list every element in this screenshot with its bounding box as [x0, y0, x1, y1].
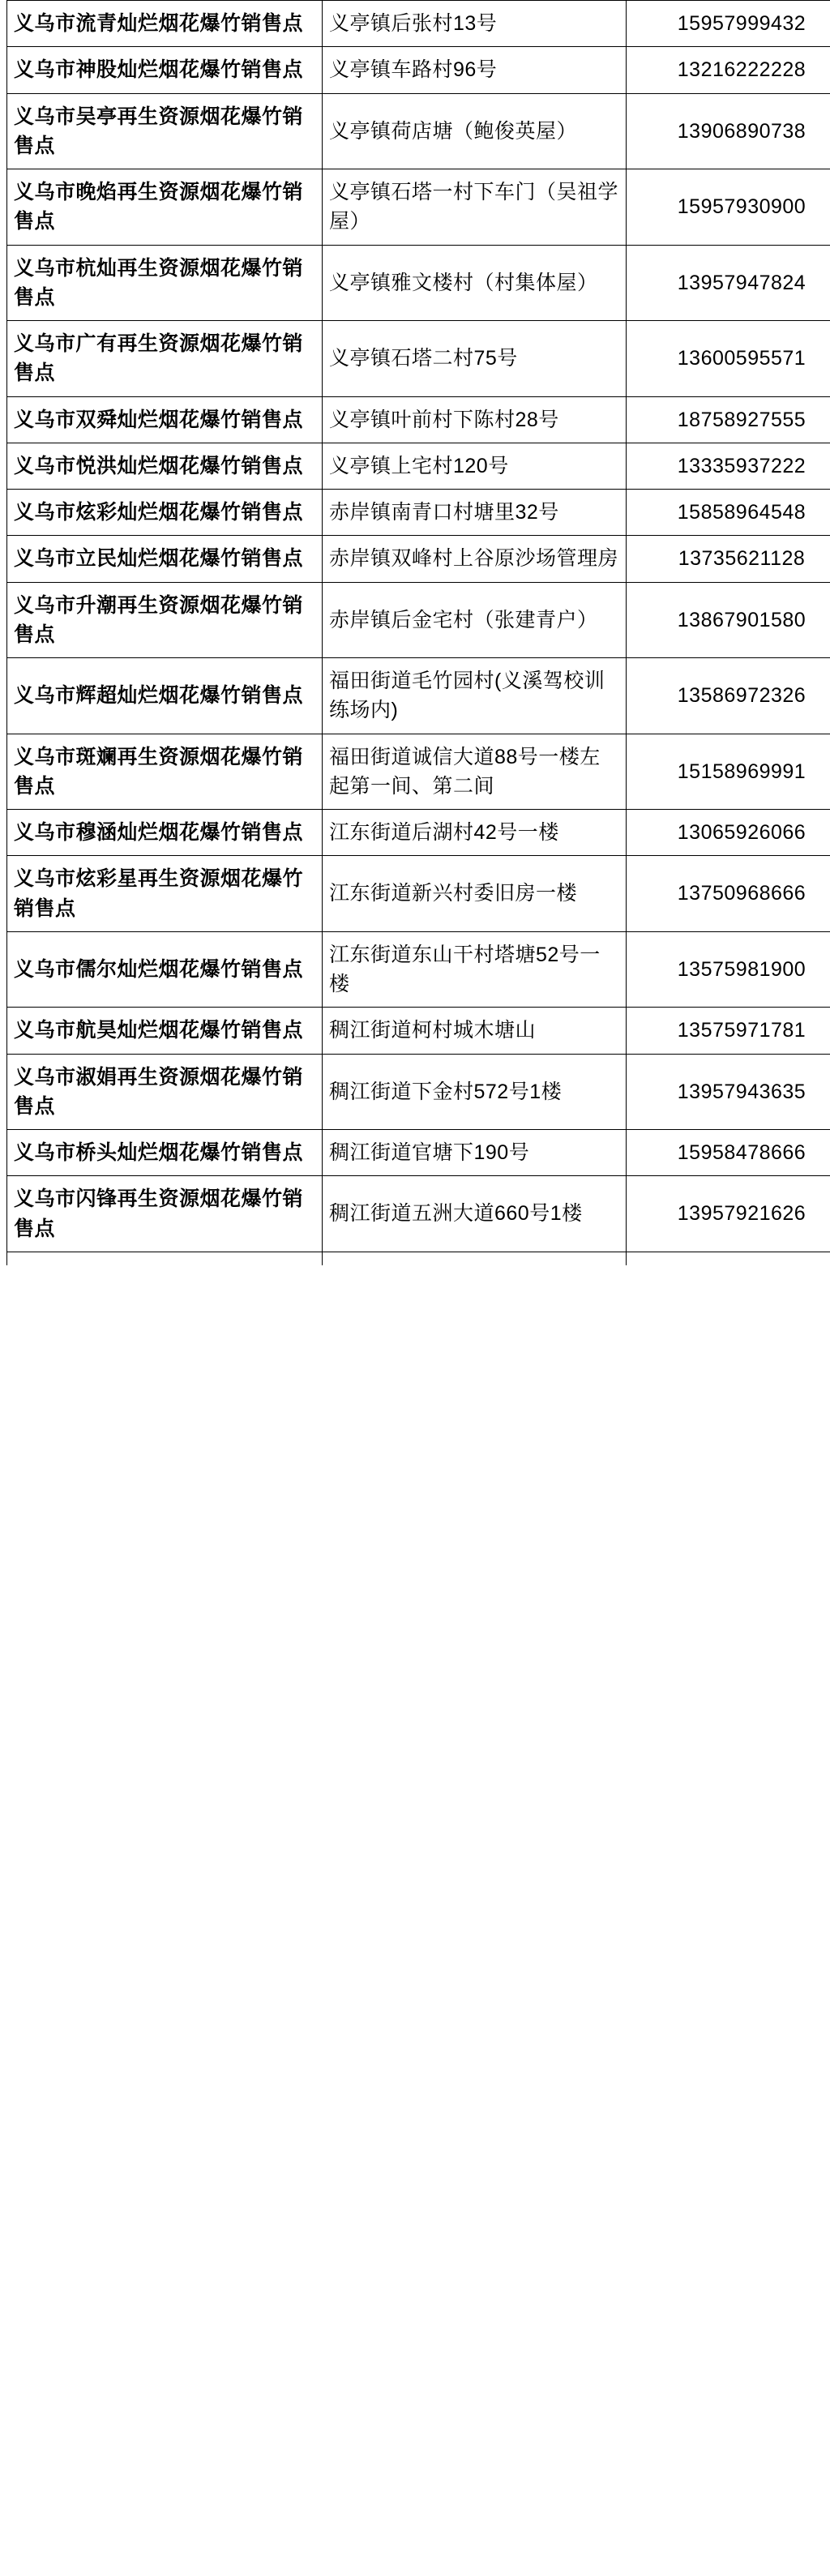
- sales-point-name: 义乌市流青灿烂烟花爆竹销售点: [7, 1, 323, 47]
- sales-point-phone: 13957947824: [627, 245, 830, 321]
- sales-point-phone: 13575971781: [627, 1008, 830, 1054]
- sales-point-name: 义乌市广有再生资源烟花爆竹销售点: [7, 321, 323, 397]
- sales-point-phone: 13335937222: [627, 443, 830, 489]
- document-page: [0, 0, 830, 1265]
- sales-point-name: 义乌市桥头灿烂烟花爆竹销售点: [7, 1130, 323, 1176]
- table-row: [7, 582, 830, 658]
- sales-point-phone: 13867901580: [627, 582, 830, 658]
- sales-point-name: 义乌市儒尔灿烂烟花爆竹销售点: [7, 931, 323, 1008]
- fireworks-sales-points-table: [6, 0, 830, 1265]
- sales-point-address: 义亭镇石塔二村75号: [323, 321, 627, 397]
- sales-point-phone: 13750968666: [627, 856, 830, 932]
- sales-point-name: 义乌市升潮再生资源烟花爆竹销售点: [7, 582, 323, 658]
- sales-point-address: 义亭镇石塔一村下车门（吴祖学屋）: [323, 169, 627, 246]
- sales-point-address: 义亭镇雅文楼村（村集体屋）: [323, 245, 627, 321]
- table-row: [7, 245, 830, 321]
- sales-point-name: 义乌市航昊灿烂烟花爆竹销售点: [7, 1008, 323, 1054]
- sales-point-name: 义乌市穆涵灿烂烟花爆竹销售点: [7, 810, 323, 856]
- sales-point-address: 江东街道东山干村塔塘52号一楼: [323, 931, 627, 1008]
- table-row: [7, 658, 830, 734]
- sales-point-phone: 13906890738: [627, 93, 830, 169]
- sales-point-address-partial: [323, 1252, 627, 1265]
- sales-point-address: 福田街道毛竹园村(义溪驾校训练场内): [323, 658, 627, 734]
- sales-point-address: 江东街道后湖村42号一楼: [323, 810, 627, 856]
- table-row: [7, 734, 830, 810]
- sales-point-name: 义乌市双舜灿烂烟花爆竹销售点: [7, 396, 323, 443]
- sales-point-name: 义乌市斑斓再生资源烟花爆竹销售点: [7, 734, 323, 810]
- sales-point-name: 义乌市悦洪灿烂烟花爆竹销售点: [7, 443, 323, 489]
- sales-point-address: 赤岸镇南青口村塘里32号: [323, 490, 627, 536]
- sales-point-name: 义乌市辉超灿烂烟花爆竹销售点: [7, 658, 323, 734]
- sales-point-phone: 13600595571: [627, 321, 830, 397]
- sales-point-address: 稠江街道五洲大道660号1楼: [323, 1176, 627, 1252]
- sales-point-name: 义乌市吴亭再生资源烟花爆竹销售点: [7, 93, 323, 169]
- sales-point-phone: 13957921626: [627, 1176, 830, 1252]
- table-row: [7, 47, 830, 93]
- table-row-partial: [7, 1252, 830, 1265]
- sales-point-name: 义乌市淑娟再生资源烟花爆竹销售点: [7, 1054, 323, 1130]
- table-body: [7, 1, 830, 1265]
- sales-point-name: 义乌市杭灿再生资源烟花爆竹销售点: [7, 245, 323, 321]
- sales-point-phone: 13065926066: [627, 810, 830, 856]
- table-row: [7, 1130, 830, 1176]
- sales-point-phone: 15858964548: [627, 490, 830, 536]
- table-row: [7, 1054, 830, 1130]
- table-row: [7, 536, 830, 582]
- sales-point-address: 稠江街道柯村城木塘山: [323, 1008, 627, 1054]
- sales-point-name: 义乌市炫彩星再生资源烟花爆竹销售点: [7, 856, 323, 932]
- table-row: [7, 1176, 830, 1252]
- sales-point-phone: 15958478666: [627, 1130, 830, 1176]
- sales-point-phone: 13735621128: [627, 536, 830, 582]
- sales-point-phone-partial: [627, 1252, 830, 1265]
- sales-point-phone: 15957930900: [627, 169, 830, 246]
- sales-point-address: 义亭镇车路村96号: [323, 47, 627, 93]
- table-row: [7, 810, 830, 856]
- table-row: [7, 490, 830, 536]
- sales-point-phone: 15957999432: [627, 1, 830, 47]
- sales-point-name: 义乌市炫彩灿烂烟花爆竹销售点: [7, 490, 323, 536]
- sales-point-name-partial: [7, 1252, 323, 1265]
- table-row: [7, 931, 830, 1008]
- table-row: [7, 93, 830, 169]
- table-row: [7, 1008, 830, 1054]
- sales-point-phone: 13586972326: [627, 658, 830, 734]
- table-row: [7, 443, 830, 489]
- sales-point-phone: 13957943635: [627, 1054, 830, 1130]
- sales-point-address: 义亭镇叶前村下陈村28号: [323, 396, 627, 443]
- sales-point-name: 义乌市神股灿烂烟花爆竹销售点: [7, 47, 323, 93]
- table-row: [7, 856, 830, 932]
- sales-point-phone: 13216222228: [627, 47, 830, 93]
- table-row: [7, 169, 830, 246]
- sales-point-address: 赤岸镇后金宅村（张建青户）: [323, 582, 627, 658]
- sales-point-name: 义乌市立民灿烂烟花爆竹销售点: [7, 536, 323, 582]
- sales-point-address: 福田街道诚信大道88号一楼左起第一间、第二间: [323, 734, 627, 810]
- table-row: [7, 321, 830, 397]
- table-row: [7, 396, 830, 443]
- sales-point-address: 赤岸镇双峰村上谷原沙场管理房: [323, 536, 627, 582]
- sales-point-address: 稠江街道官塘下190号: [323, 1130, 627, 1176]
- sales-point-address: 义亭镇后张村13号: [323, 1, 627, 47]
- sales-point-address: 稠江街道下金村572号1楼: [323, 1054, 627, 1130]
- sales-point-phone: 13575981900: [627, 931, 830, 1008]
- sales-point-address: 义亭镇上宅村120号: [323, 443, 627, 489]
- sales-point-phone: 18758927555: [627, 396, 830, 443]
- table-row: [7, 1, 830, 47]
- sales-point-name: 义乌市闪锋再生资源烟花爆竹销售点: [7, 1176, 323, 1252]
- sales-point-address: 义亭镇荷店塘（鲍俊英屋）: [323, 93, 627, 169]
- sales-point-phone: 15158969991: [627, 734, 830, 810]
- sales-point-address: 江东街道新兴村委旧房一楼: [323, 856, 627, 932]
- sales-point-name: 义乌市晚焰再生资源烟花爆竹销售点: [7, 169, 323, 246]
